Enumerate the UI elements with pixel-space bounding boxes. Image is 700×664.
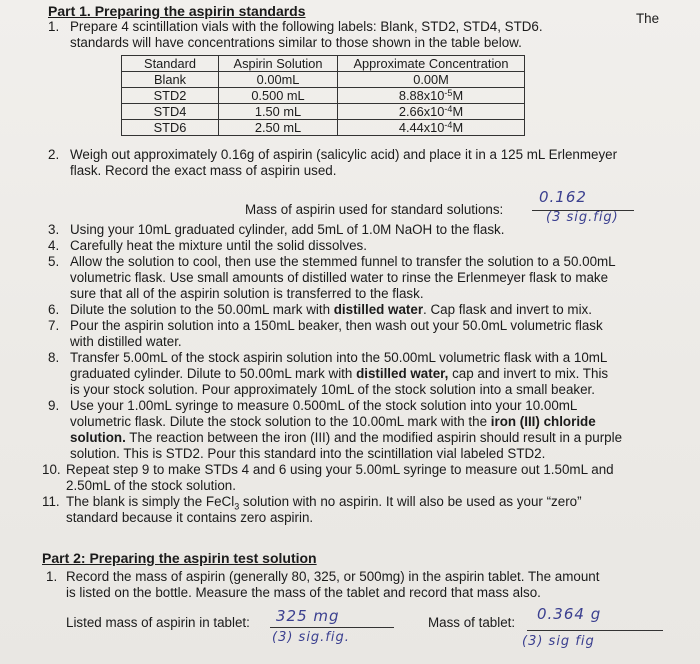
step-8-line1: Transfer 5.00mL of the stock aspirin solution into the 50.00mL volumetric flask with a 10mL — [70, 350, 608, 365]
conc-exp: -4 — [444, 120, 453, 130]
step-5-line2: volumetric flask. Use small amounts of distilled water to rinse the Erlenmeyer flask to make — [70, 270, 609, 285]
table-cell: 0.00M — [338, 72, 525, 88]
step-9-line3: solution. The reaction between the iron (III) and the modified aspirin should result in a purple — [70, 430, 623, 445]
step-9-number: 9. — [48, 398, 60, 413]
table-row — [122, 120, 525, 136]
table-header: Approximate Concentration — [338, 56, 525, 72]
standards-table — [121, 55, 525, 136]
step-5-line3: sure that all of the aspirin solution is transferred to the flask. — [70, 286, 424, 301]
step-11-line2: standard because it contains zero aspirin. — [66, 510, 314, 525]
table-row — [122, 88, 525, 104]
tablet-mass-label: Mass of tablet: — [428, 615, 516, 630]
step-10-number: 10. — [42, 462, 61, 477]
step-5-line1: Allow the solution to cool, then use the stemmed funnel to transfer the solution to a 50.00mL — [70, 254, 616, 269]
part1-heading: Part 1. Preparing the aspirin standards — [48, 3, 306, 19]
table-cell: Blank — [122, 72, 219, 88]
table-row — [122, 104, 525, 120]
step-2-number: 2. — [48, 147, 60, 162]
step-2-line2: flask. Record the exact mass of aspirin used. — [70, 163, 337, 178]
table-cell — [338, 104, 525, 120]
listed-mass-handwritten: 325 mg — [276, 607, 340, 625]
listed-mass-sigfig: (3) sig.fig. — [272, 630, 350, 645]
table-header: Standard — [122, 56, 219, 72]
step-5-number: 5. — [48, 254, 60, 269]
step-8-line2: graduated cylinder. Dilute to 50.00mL mark with distilled water, cap and invert to mix. This — [70, 366, 609, 381]
step-4-number: 4. — [48, 238, 60, 253]
tablet-mass-sigfig: (3) sig fig — [522, 634, 595, 649]
step-3-text: Using your 10mL graduated cylinder, add 5mL of 1.0M NaOH to the flask. — [70, 222, 505, 237]
listed-mass-label: Listed mass of aspirin in tablet: — [66, 615, 250, 630]
step-10-line1: Repeat step 9 to make STDs 4 and 6 using your 5.00mL syringe to measure out 1.50mL and — [66, 462, 614, 477]
conc-unit: M — [452, 104, 464, 119]
mass-aspirin-sigfig: (3 sig.fig) — [546, 210, 619, 225]
table-cell: STD6 — [122, 120, 219, 136]
step-6-number: 6. — [48, 302, 60, 317]
table-cell: 0.500 mL — [219, 88, 338, 104]
step-9-line1: Use your 1.00mL syringe to measure 0.500mL of the stock solution into your 10.00mL — [70, 398, 578, 413]
step-7-line1: Pour the aspirin solution into a 150mL beaker, then wash out your 50.0mL volumetric flask — [70, 318, 603, 333]
conc-exp: -4 — [444, 104, 453, 114]
step-4-text: Carefully heat the mixture until the solid dissolves. — [70, 238, 367, 253]
step-6-text: Dilute the solution to the 50.00mL mark with distilled water. Cap flask and invert to mix. — [70, 302, 592, 317]
step-1-line2: standards will have concentrations similar to those shown in the table below. — [70, 35, 522, 50]
table-row — [122, 72, 525, 88]
table-cell — [338, 120, 525, 136]
listed-mass-underline — [270, 627, 394, 628]
conc-base: 8.88x10 — [398, 88, 445, 103]
step-7-number: 7. — [48, 318, 60, 333]
step-7-line2: with distilled water. — [70, 334, 182, 349]
table-header-row — [122, 56, 525, 72]
step-11-line1: The blank is simply the FeCl$_3$ solution with no aspirin. It will also be used as your “zero” — [66, 494, 582, 512]
step-1-number: 1. — [48, 19, 60, 34]
part2-heading: Part 2: Preparing the aspirin test solution — [42, 550, 317, 566]
conc-base: 2.66x10 — [398, 104, 445, 119]
tablet-mass-handwritten: 0.364 g — [537, 605, 602, 623]
conc-exp: -5 — [444, 88, 453, 98]
part2-step-1-line1: Record the mass of aspirin (generally 80, 325, or 500mg) in the aspirin tablet. The amount — [66, 569, 600, 584]
step-8-number: 8. — [48, 350, 60, 365]
part2-step-1-number: 1. — [46, 569, 58, 584]
step-11-number: 11. — [42, 494, 60, 509]
step-8-line3: is your stock solution. Pour approximately 10mL of the stock solution into a small beaker. — [70, 382, 595, 397]
conc-base: 4.44x10 — [398, 120, 445, 135]
step-1-line1: Prepare 4 scintillation vials with the following labels: Blank, STD2, STD4, STD6. — [70, 19, 543, 34]
step-1-the: The — [636, 11, 660, 26]
conc-unit: M — [452, 88, 464, 103]
step-3-number: 3. — [48, 222, 60, 237]
conc-unit: M — [452, 120, 464, 135]
step-10-line2: 2.50mL of the stock solution. — [66, 478, 236, 493]
part2-step-1-line2: is listed on the bottle. Measure the mass of the tablet and record that mass also. — [66, 585, 541, 600]
table-cell: STD4 — [122, 104, 219, 120]
table-cell: 2.50 mL — [219, 120, 338, 136]
table-header: Aspirin Solution — [219, 56, 338, 72]
tablet-mass-underline — [527, 630, 663, 631]
step-9-line2: volumetric flask. Dilute the stock solution to the 10.00mL mark with the iron (III) chloride — [70, 414, 596, 429]
table-cell: 0.00mL — [219, 72, 338, 88]
table-cell — [338, 88, 525, 104]
table-cell: STD2 — [122, 88, 219, 104]
step-2-line1: Weigh out approximately 0.16g of aspirin (salicylic acid) and place it in a 125 mL Erlenmeyer — [70, 147, 618, 162]
table-cell: 1.50 mL — [219, 104, 338, 120]
mass-aspirin-handwritten: 0.162 — [539, 188, 587, 206]
step-9-line4: solution. This is STD2. Pour this standard into the scintillation vial labeled STD2. — [70, 446, 546, 461]
mass-aspirin-label: Mass of aspirin used for standard solutions: — [245, 202, 504, 217]
